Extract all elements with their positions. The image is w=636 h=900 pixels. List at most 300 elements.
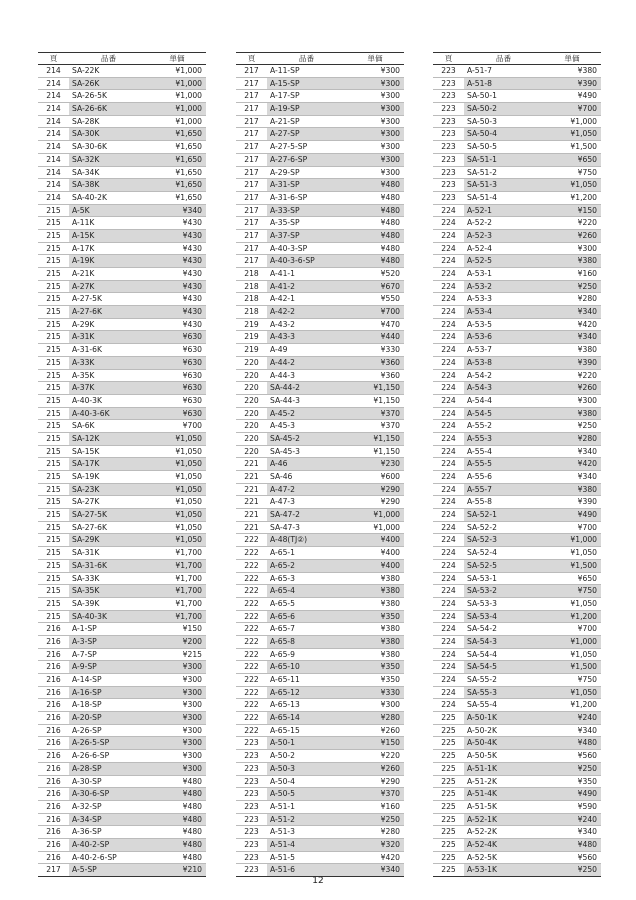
part-number-cell: SA-31K (72, 548, 100, 558)
page-cell: 217 (244, 104, 259, 114)
price-cell: ¥340 (543, 331, 601, 343)
page-cell: 224 (441, 586, 456, 596)
page-cell: 225 (441, 713, 456, 723)
page-cell: 217 (46, 865, 61, 875)
price-cell: ¥250 (543, 281, 601, 293)
table-row (433, 382, 601, 395)
price-cell: ¥1,650 (148, 179, 206, 191)
part-number-cell: A-30-SP (72, 776, 102, 786)
price-cell: ¥430 (148, 281, 206, 293)
part-number-cell: A-50-5 (267, 788, 346, 800)
price-cell: ¥280 (380, 827, 400, 837)
price-cell: ¥1,000 (175, 116, 202, 126)
page-cell: 224 (441, 548, 456, 558)
table-row (433, 801, 601, 814)
part-number-cell: SA-47-3 (270, 522, 300, 532)
part-number-cell: SA-51-1 (464, 154, 543, 166)
price-cell: ¥560 (577, 751, 597, 761)
price-cell: ¥630 (182, 370, 202, 380)
table-row (433, 293, 601, 306)
part-number-cell: SA-46 (270, 472, 293, 481)
page-cell: 222 (244, 636, 259, 646)
price-cell: ¥1,150 (373, 446, 400, 456)
price-cell: ¥1,150 (373, 395, 400, 405)
part-number-cell: SA-32K (69, 154, 148, 166)
part-number-cell: A-42-1 (270, 294, 296, 304)
part-number-cell: SA-33K (72, 573, 100, 583)
table-row (433, 154, 601, 167)
table-row (236, 814, 404, 827)
page-cell: 224 (441, 611, 456, 621)
page-cell: 215 (46, 497, 61, 507)
price-cell: ¥1,700 (175, 548, 202, 558)
price-cell: ¥1,050 (175, 472, 202, 481)
price-cell: ¥300 (577, 395, 597, 405)
part-number-cell: A-50-2K (467, 725, 497, 735)
part-number-cell: A-14-SP (72, 675, 102, 684)
price-cell: ¥480 (380, 218, 400, 228)
page-cell: 216 (46, 763, 61, 773)
page-cell: 216 (46, 839, 61, 849)
table-row (38, 585, 206, 598)
part-number-cell: SA-45-2 (267, 433, 346, 445)
header-part: 品番 (495, 54, 512, 63)
page-cell: 216 (46, 713, 61, 723)
table-row (433, 205, 601, 218)
table-row (433, 661, 601, 674)
price-cell: ¥480 (182, 852, 202, 862)
price-cell: ¥430 (182, 319, 202, 329)
price-cell: ¥240 (543, 712, 601, 724)
table-row (236, 90, 404, 103)
page-cell: 225 (441, 763, 456, 773)
table-row (38, 573, 206, 586)
table-row (38, 306, 206, 319)
table-row (433, 255, 601, 268)
table-header (433, 52, 601, 65)
price-cell: ¥330 (380, 345, 400, 355)
page-cell: 219 (244, 319, 259, 329)
page-cell: 214 (46, 154, 61, 164)
table-row (38, 192, 206, 205)
table-row (38, 141, 206, 154)
table-row (433, 344, 601, 357)
table-row (433, 116, 601, 129)
price-cell: ¥300 (346, 103, 404, 115)
part-number-cell: SA-52-2 (467, 522, 497, 532)
table-row (38, 611, 206, 624)
table-row (38, 230, 206, 243)
page-cell: 221 (244, 472, 259, 481)
page-cell: 218 (244, 307, 259, 317)
part-number-cell: A-29-SP (270, 167, 300, 177)
part-number-cell: A-18-SP (72, 700, 102, 710)
table-row (236, 522, 404, 535)
table-row (38, 471, 206, 484)
table-row (38, 458, 206, 471)
part-number-cell: A-52-1 (464, 205, 543, 217)
page-cell: 220 (244, 421, 259, 431)
table-row (38, 623, 206, 636)
part-number-cell: A-27-6K (69, 306, 148, 318)
part-number-cell: SA-53-2 (464, 585, 543, 597)
table-row (236, 509, 404, 522)
page-cell: 224 (441, 446, 456, 456)
table-row (433, 90, 601, 103)
price-cell: ¥1,000 (373, 522, 400, 532)
part-number-cell: A-41-1 (270, 269, 296, 278)
table-row (433, 623, 601, 636)
table-row (236, 281, 404, 294)
page-cell: 225 (441, 776, 456, 786)
table-row (236, 699, 404, 712)
part-number-cell: SA-50-1 (467, 91, 497, 101)
part-number-cell: A-51-5 (270, 852, 296, 862)
part-number-cell: A-53-4 (464, 306, 543, 318)
part-number-cell: A-17-SP (270, 91, 300, 101)
table-row (236, 776, 404, 789)
page-cell: 216 (46, 636, 61, 646)
price-cell: ¥210 (148, 864, 206, 876)
page-cell: 221 (244, 497, 259, 507)
price-cell: ¥1,700 (175, 573, 202, 583)
price-cell: ¥250 (346, 814, 404, 826)
page-cell: 217 (244, 243, 259, 253)
part-number-cell: A-43-3 (267, 331, 346, 343)
page-cell: 220 (244, 446, 259, 456)
table-row (236, 585, 404, 598)
page-cell: 225 (441, 827, 456, 837)
page-cell: 224 (441, 433, 456, 443)
page-cell: 215 (46, 281, 61, 291)
price-cell: ¥520 (380, 269, 400, 278)
price-cell: ¥1,650 (148, 128, 206, 140)
price-cell: ¥150 (346, 737, 404, 749)
price-cell: ¥1,650 (175, 192, 202, 202)
page-cell: 223 (441, 91, 456, 101)
page-cell: 223 (441, 129, 456, 139)
price-cell: ¥700 (346, 306, 404, 318)
part-number-cell: A-51-3 (270, 827, 296, 837)
part-number-cell: A-65-1 (270, 548, 296, 558)
table-row (38, 382, 206, 395)
page-cell: 218 (244, 294, 259, 304)
part-number-cell: A-65-10 (267, 661, 346, 673)
page-cell: 224 (441, 357, 456, 367)
table-row (433, 699, 601, 712)
price-cell: ¥1,200 (570, 192, 597, 202)
page-cell: 217 (244, 91, 259, 101)
part-number-cell: A-37-SP (267, 230, 346, 242)
part-number-cell: A-53-8 (464, 357, 543, 369)
part-number-cell: A-41-2 (267, 281, 346, 293)
page-cell: 215 (46, 218, 61, 228)
table-row (433, 496, 601, 509)
table-row (38, 205, 206, 218)
page-cell: 215 (46, 307, 61, 317)
table-row (236, 420, 404, 433)
table-row (38, 814, 206, 827)
part-number-cell: SA-52-1 (464, 509, 543, 521)
part-number-cell: A-27-5-SP (270, 142, 308, 152)
part-number-cell: SA-55-4 (467, 700, 497, 710)
page-cell: 216 (46, 789, 61, 799)
price-cell: ¥300 (346, 78, 404, 90)
price-cell: ¥215 (182, 649, 202, 659)
page-cell: 223 (244, 827, 259, 837)
table-row (38, 78, 206, 91)
table-row (38, 788, 206, 801)
price-cell: ¥340 (346, 864, 404, 876)
page-cell: 218 (244, 281, 259, 291)
part-number-cell: A-51-1K (464, 763, 543, 775)
price-cell: ¥280 (577, 294, 597, 304)
price-cell: ¥400 (380, 548, 400, 558)
part-number-cell: A-43-2 (270, 319, 296, 329)
table-row (433, 306, 601, 319)
table-row (236, 458, 404, 471)
page-number: 12 (312, 876, 324, 886)
page-cell: 215 (46, 522, 61, 532)
table-row (38, 179, 206, 192)
page-cell: 223 (441, 116, 456, 126)
part-number-cell: A-65-7 (270, 624, 296, 634)
price-cell: ¥1,200 (570, 700, 597, 710)
part-number-cell: A-35-SP (270, 218, 300, 228)
table-row (38, 560, 206, 573)
part-number-cell: A-52-1K (464, 814, 543, 826)
price-cell: ¥1,050 (543, 687, 601, 699)
page-cell: 223 (244, 763, 259, 773)
part-number-cell: SA-53-1 (467, 573, 497, 583)
price-cell: ¥260 (380, 725, 400, 735)
table-row (38, 116, 206, 129)
part-number-cell: A-55-6 (467, 472, 493, 481)
page-cell: 216 (46, 624, 61, 634)
part-number-cell: SA-53-3 (467, 598, 497, 608)
part-number-cell: A-53-1 (467, 269, 493, 278)
price-cell: ¥1,050 (570, 649, 597, 659)
part-number-cell: A-50-2 (270, 751, 296, 761)
price-cell: ¥490 (543, 788, 601, 800)
part-number-cell: A-5K (69, 205, 148, 217)
part-number-cell: A-34-SP (69, 814, 148, 826)
table-row (433, 687, 601, 700)
header-price: 単価 (564, 54, 580, 63)
table-row (433, 167, 601, 180)
price-cell: ¥350 (346, 661, 404, 673)
page-cell: 224 (441, 307, 456, 317)
part-number-cell: A-65-13 (270, 700, 300, 710)
price-cell: ¥630 (148, 357, 206, 369)
table-row (236, 788, 404, 801)
price-cell: ¥320 (346, 839, 404, 851)
table-row (236, 649, 404, 662)
part-number-cell: A-28-SP (69, 763, 148, 775)
part-number-cell: SA-38K (69, 179, 148, 191)
table-row (236, 737, 404, 750)
table-row (236, 433, 404, 446)
price-cell: ¥430 (182, 269, 202, 278)
table-row (433, 408, 601, 421)
table-header (236, 52, 404, 65)
page-cell: 215 (46, 535, 61, 545)
price-cell: ¥630 (148, 408, 206, 420)
part-number-cell: A-50-1K (464, 712, 543, 724)
page-cell: 223 (441, 192, 456, 202)
price-cell: ¥1,000 (148, 103, 206, 115)
table-row (236, 674, 404, 687)
page-cell: 222 (244, 624, 259, 634)
part-number-cell: A-51-4K (464, 788, 543, 800)
table-row (38, 255, 206, 268)
part-number-cell: SA-44-2 (267, 382, 346, 394)
part-number-cell: SA-54-3 (464, 636, 543, 648)
price-cell: ¥350 (380, 675, 400, 684)
page-cell: 225 (441, 789, 456, 799)
price-cell: ¥340 (577, 472, 597, 481)
table-row (433, 776, 601, 789)
table-row (433, 484, 601, 497)
page-cell: 224 (441, 484, 456, 494)
page-cell: 222 (244, 725, 259, 735)
page-cell: 224 (441, 535, 456, 545)
part-number-cell: A-54-4 (467, 395, 493, 405)
part-number-cell: SA-30-6K (72, 142, 107, 152)
table-row (433, 598, 601, 611)
page-cell: 215 (46, 598, 61, 608)
price-cell: ¥390 (543, 357, 601, 369)
price-cell: ¥300 (148, 712, 206, 724)
header-page: 頁 (247, 54, 256, 63)
price-cell: ¥390 (577, 497, 597, 507)
price-cell: ¥380 (346, 636, 404, 648)
price-cell: ¥1,650 (175, 167, 202, 177)
price-cell: ¥1,000 (175, 66, 202, 75)
part-number-cell: A-27K (69, 281, 148, 293)
table-row (236, 243, 404, 256)
part-number-cell: A-65-4 (267, 585, 346, 597)
price-cell: ¥340 (577, 725, 597, 735)
table-row (236, 344, 404, 357)
price-cell: ¥650 (577, 573, 597, 583)
table-row (433, 420, 601, 433)
price-cell: ¥670 (346, 281, 404, 293)
part-number-cell: A-48(TJ②) (267, 534, 346, 546)
page-cell: 216 (46, 852, 61, 862)
page-cell: 217 (244, 218, 259, 228)
price-cell: ¥1,050 (570, 598, 597, 608)
part-number-cell: A-52-4 (467, 243, 493, 253)
table-row (38, 826, 206, 839)
page-cell: 214 (46, 129, 61, 139)
part-number-cell: SA-52-3 (464, 534, 543, 546)
page-cell: 224 (441, 269, 456, 278)
price-cell: ¥350 (577, 776, 597, 786)
page-cell: 223 (244, 776, 259, 786)
page-cell: 215 (46, 332, 61, 342)
page-cell: 215 (46, 421, 61, 431)
page-cell: 224 (441, 459, 456, 469)
page-cell: 215 (46, 230, 61, 240)
page-cell: 220 (244, 370, 259, 380)
table-row (38, 534, 206, 547)
table-row (236, 268, 404, 281)
page-cell: 224 (441, 319, 456, 329)
page-cell: 224 (441, 522, 456, 532)
price-cell: ¥1,050 (175, 522, 202, 532)
price-cell: ¥380 (577, 66, 597, 75)
table-row (38, 103, 206, 116)
table-row (38, 344, 206, 357)
part-number-cell: SA-51-4 (467, 192, 497, 202)
table-row (433, 509, 601, 522)
part-number-cell: A-27-SP (267, 128, 346, 140)
price-cell: ¥700 (543, 103, 601, 115)
page-cell: 214 (46, 116, 61, 126)
price-cell: ¥300 (148, 687, 206, 699)
page-cell: 225 (441, 751, 456, 761)
table-row (236, 547, 404, 560)
table-row (38, 522, 206, 535)
price-cell: ¥330 (346, 687, 404, 699)
part-number-cell: A-32-SP (72, 801, 102, 811)
table-row (38, 331, 206, 344)
page-cell: 224 (441, 395, 456, 405)
price-cell: ¥550 (380, 294, 400, 304)
price-cell: ¥1,150 (346, 382, 404, 394)
part-number-cell: A-37K (69, 382, 148, 394)
page-cell: 224 (441, 408, 456, 418)
page-cell: 220 (244, 433, 259, 443)
table-row (433, 585, 601, 598)
table-row (433, 281, 601, 294)
part-number-cell: A-45-2 (267, 408, 346, 420)
table-row (433, 852, 601, 865)
part-number-cell: A-40-3-6K (69, 408, 148, 420)
price-cell: ¥1,650 (148, 154, 206, 166)
price-cell: ¥560 (577, 852, 597, 862)
price-cell: ¥1,050 (148, 484, 206, 496)
price-cell: ¥430 (182, 294, 202, 304)
part-number-cell: A-16-SP (69, 687, 148, 699)
part-number-cell: A-26-6-SP (72, 751, 110, 761)
page-cell: 217 (244, 205, 259, 215)
table-row (236, 484, 404, 497)
table-row (38, 674, 206, 687)
price-cell: ¥480 (148, 788, 206, 800)
price-cell: ¥290 (346, 484, 404, 496)
header-price: 単価 (367, 54, 383, 63)
part-number-cell: SA-55-3 (464, 687, 543, 699)
part-number-cell: A-40-2-6-SP (72, 852, 117, 862)
page-cell: 216 (46, 687, 61, 697)
price-cell: ¥250 (543, 864, 601, 876)
part-number-cell: SA-12K (69, 433, 148, 445)
part-number-cell: A-40-3K (72, 395, 102, 405)
page-cell: 215 (46, 484, 61, 494)
price-cell: ¥490 (577, 91, 597, 101)
part-number-cell: SA-40-3K (69, 611, 148, 623)
page-cell: 222 (244, 535, 259, 545)
table-row (433, 446, 601, 459)
price-table-2 (236, 52, 404, 877)
table-row (433, 458, 601, 471)
page-cell: 224 (441, 675, 456, 684)
price-cell: ¥430 (148, 255, 206, 267)
page-cell: 214 (46, 104, 61, 114)
page-cell: 222 (244, 598, 259, 608)
